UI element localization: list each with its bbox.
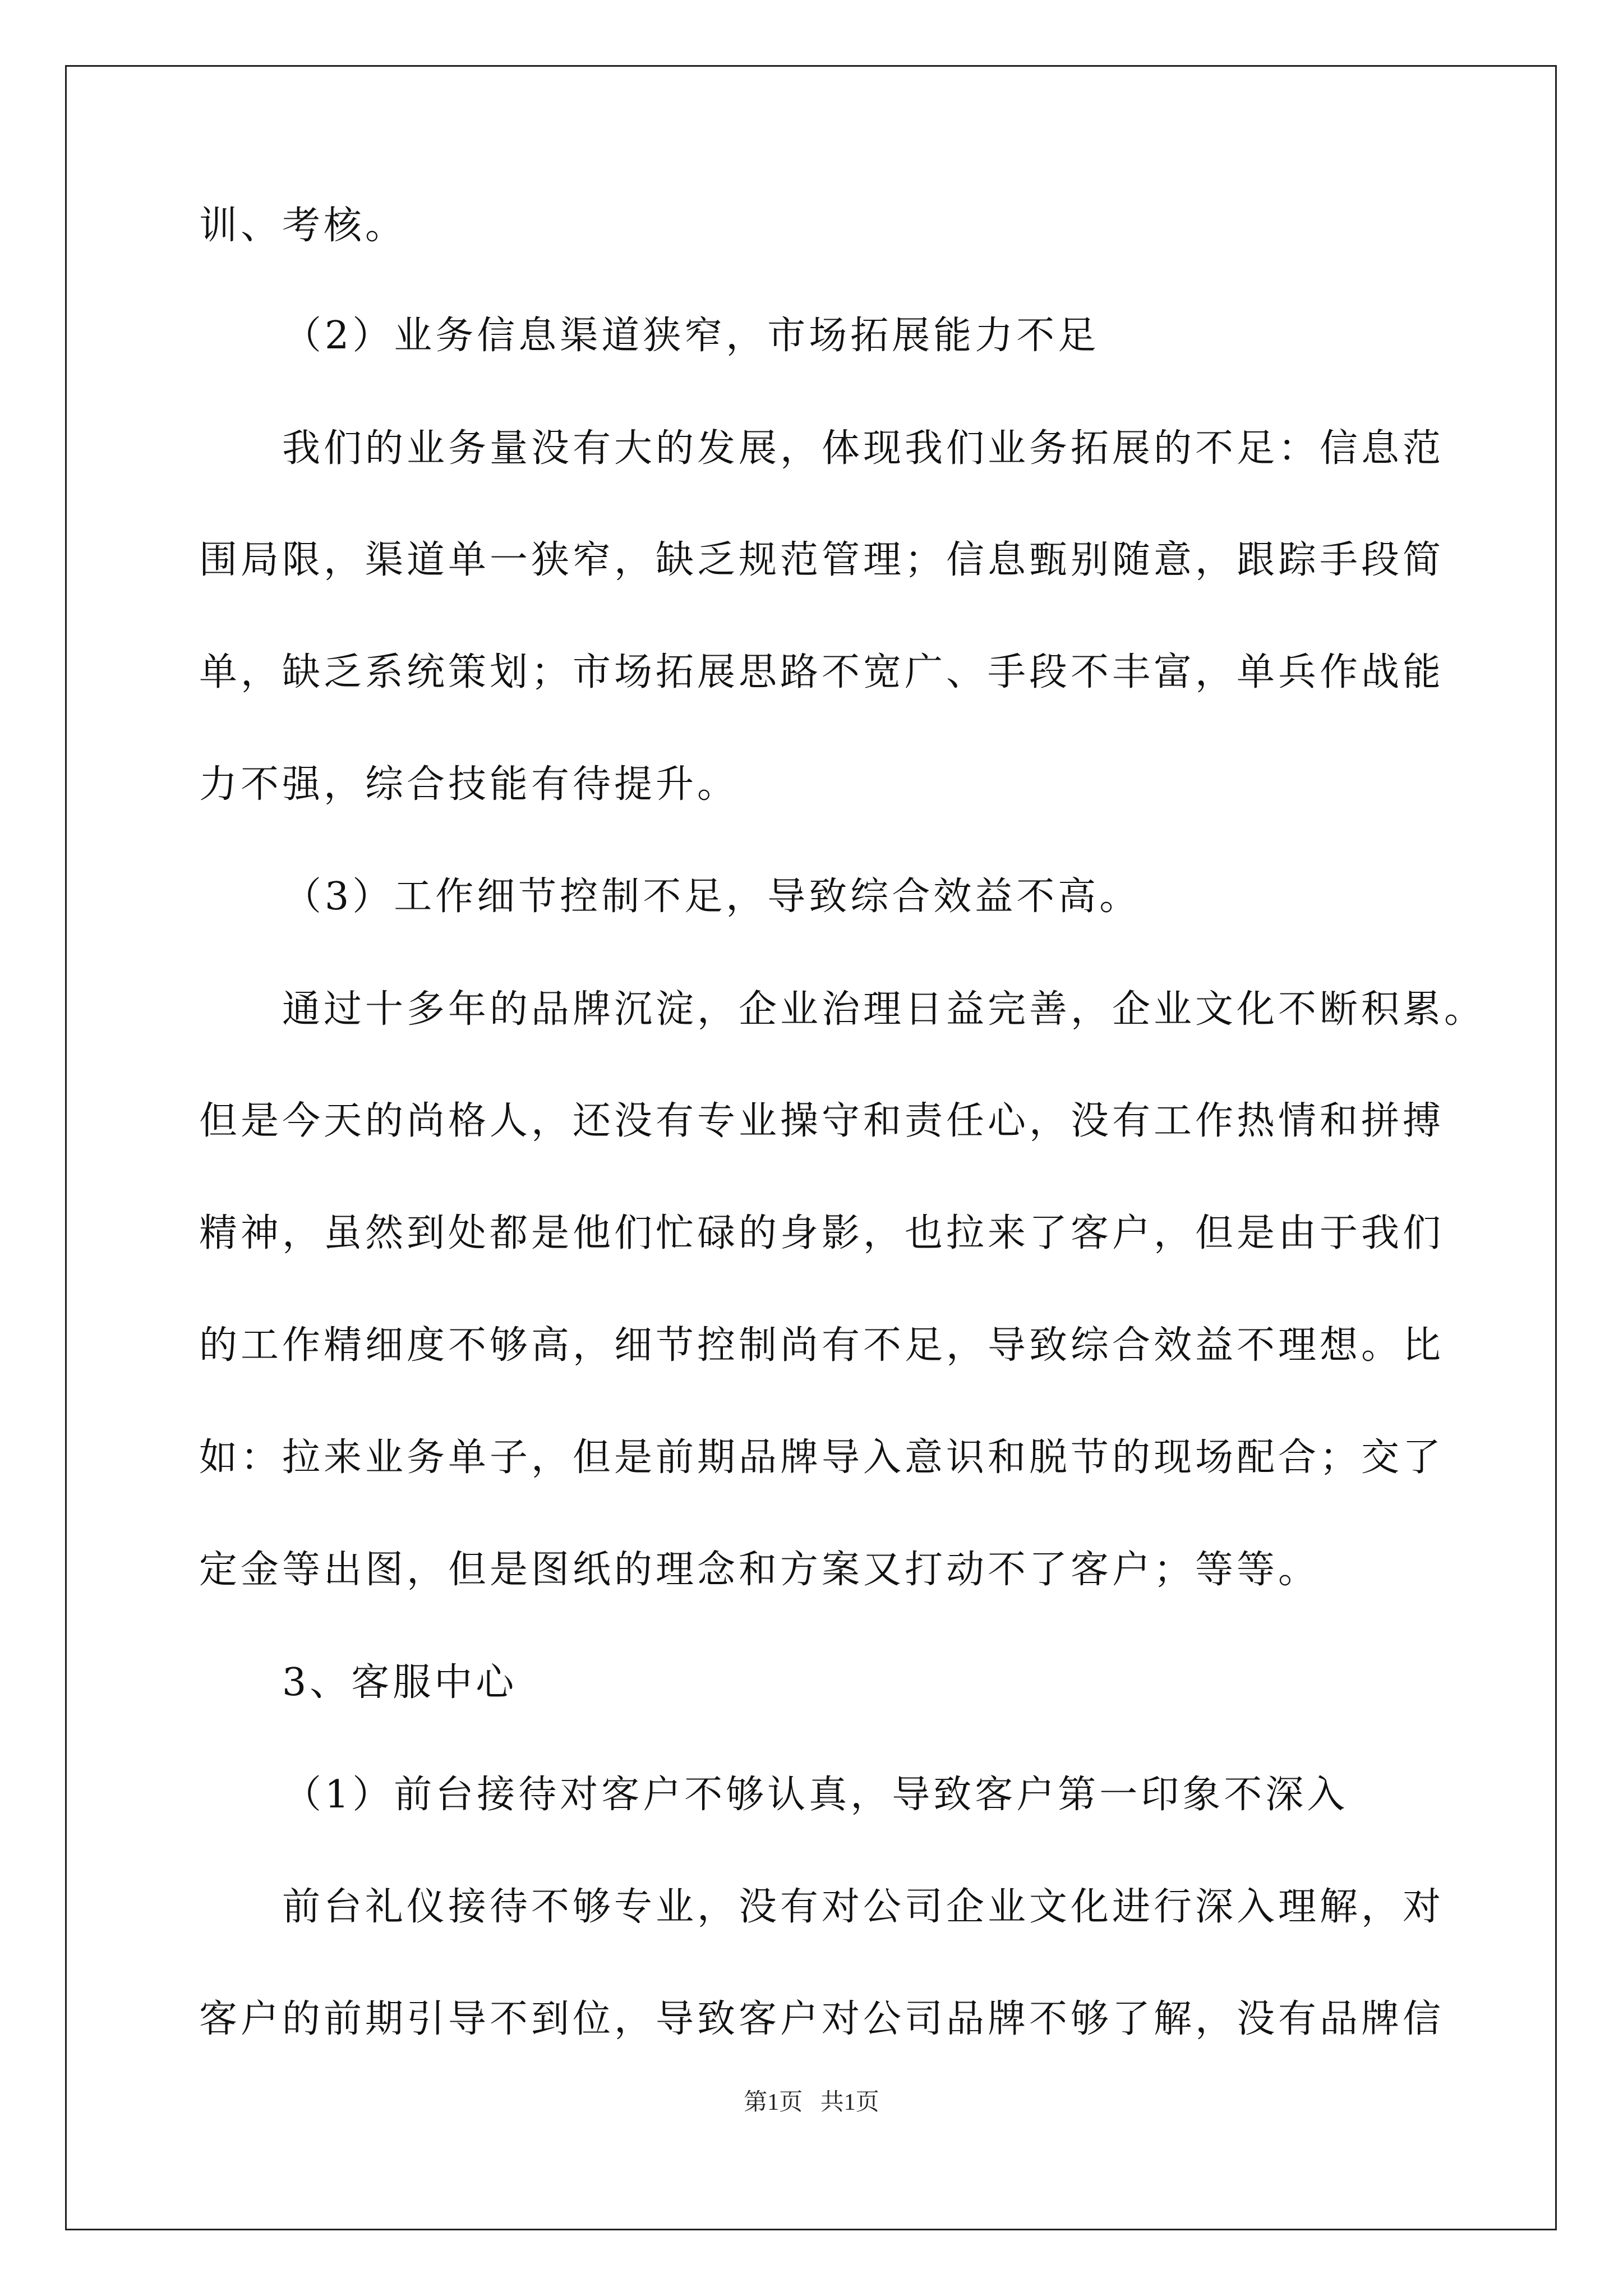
text-line: 通过十多年的品牌沉淀，企业治理日益完善，企业文化不断积累。 bbox=[282, 987, 1486, 1032]
page-number-footer: 第1页 共1页 bbox=[744, 2090, 879, 2115]
text-line: 精神，虽然到处都是他们忙碌的身影，也拉来了客户，但是由于我们 bbox=[199, 1211, 1445, 1255]
text-line: 的工作精细度不够高，细节控制尚有不足，导致综合效益不理想。比 bbox=[199, 1323, 1445, 1368]
text-line: 围局限，渠道单一狭窄，缺乏规范管理；信息甄别随意，跟踪手段简 bbox=[199, 538, 1445, 582]
section-heading: 3、客服中心 bbox=[282, 1660, 518, 1705]
section-heading: （3）工作细节控制不足，导致综合效益不高。 bbox=[283, 875, 1141, 919]
text-line: 单，缺乏系统策划；市场拓展思路不宽广、手段不丰富，单兵作战能 bbox=[199, 650, 1445, 694]
text-line: 前台礼仪接待不够专业，没有对公司企业文化进行深入理解，对 bbox=[282, 1885, 1445, 1929]
text-line: 如：拉来业务单子，但是前期品牌导入意识和脱节的现场配合；交了 bbox=[199, 1435, 1445, 1480]
text-line: 训、考核。 bbox=[199, 204, 407, 248]
text-line: 客户的前期引导不到位，导致客户对公司品牌不够了解，没有品牌信 bbox=[199, 1997, 1445, 2041]
section-heading: （2）业务信息渠道狭窄，市场拓展能力不足 bbox=[283, 314, 1100, 358]
text-line: 但是今天的尚格人，还没有专业操守和责任心，没有工作热情和拼搏 bbox=[199, 1099, 1445, 1143]
text-line: 我们的业务量没有大的发展，体现我们业务拓展的不足：信息范 bbox=[282, 426, 1445, 471]
section-heading: （1）前台接待对客户不够认真，导致客户第一印象不深入 bbox=[283, 1773, 1349, 1817]
text-line: 定金等出图，但是图纸的理念和方案又打动不了客户；等等。 bbox=[199, 1548, 1320, 1592]
text-line: 力不强，综合技能有待提升。 bbox=[199, 762, 739, 807]
